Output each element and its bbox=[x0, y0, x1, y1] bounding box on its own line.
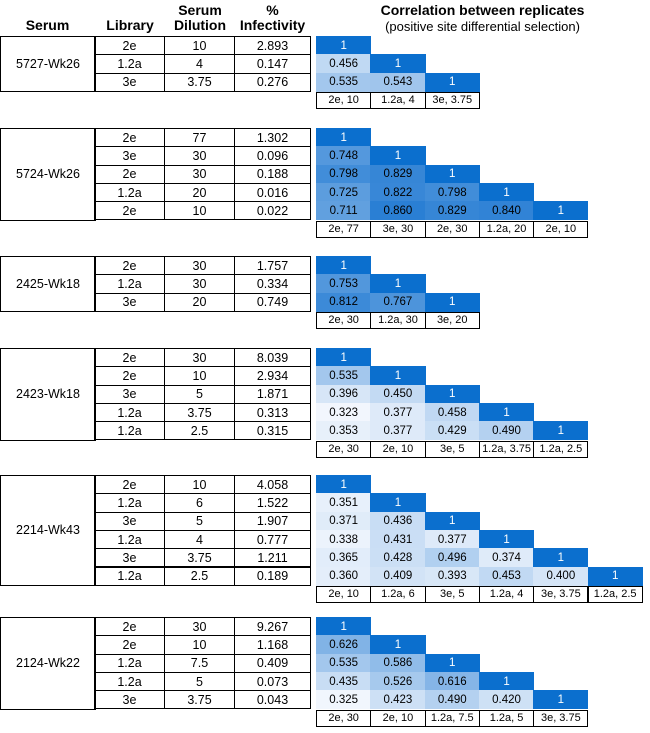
correlation-cell: 0.365 bbox=[316, 548, 371, 567]
dilution-cell: 30 bbox=[164, 146, 235, 165]
correlation-cell: 0.535 bbox=[316, 73, 371, 92]
correlation-cell: 0.377 bbox=[370, 403, 425, 422]
serum-name: 2425-Wk18 bbox=[0, 256, 96, 312]
correlation-cell: 0.371 bbox=[316, 512, 371, 531]
dilution-cell: 5 bbox=[164, 385, 235, 404]
infectivity-cell: 0.777 bbox=[234, 530, 311, 549]
infectivity-cell: 0.096 bbox=[234, 146, 311, 165]
replicate-label: 2e, 10 bbox=[316, 586, 371, 603]
dilution-cell: 10 bbox=[164, 201, 235, 220]
library-cell: 1.2a bbox=[94, 672, 165, 691]
infectivity-cell: 0.016 bbox=[234, 183, 311, 202]
correlation-cell: 0.829 bbox=[370, 165, 425, 184]
library-cell: 2e bbox=[94, 366, 165, 385]
correlation-cell: 0.431 bbox=[370, 530, 425, 549]
dilution-cell: 5 bbox=[164, 512, 235, 531]
correlation-cell: 0.436 bbox=[370, 512, 425, 531]
diagonal-cell: 1 bbox=[316, 617, 371, 636]
dilution-cell: 5 bbox=[164, 672, 235, 691]
infectivity-cell: 0.334 bbox=[234, 274, 311, 293]
library-cell: 1.2a bbox=[94, 403, 165, 422]
dilution-cell: 3.75 bbox=[164, 690, 235, 709]
infectivity-cell: 0.749 bbox=[234, 293, 311, 312]
correlation-cell: 0.753 bbox=[316, 274, 371, 293]
library-cell: 1.2a bbox=[94, 274, 165, 293]
correlation-cell: 0.377 bbox=[370, 421, 425, 440]
replicate-label: 1.2a, 20 bbox=[479, 221, 534, 238]
correlation-cell: 0.456 bbox=[316, 54, 371, 73]
diagonal-cell: 1 bbox=[588, 567, 643, 586]
replicate-label: 3e, 5 bbox=[425, 441, 480, 458]
dilution-cell: 30 bbox=[164, 348, 235, 367]
replicate-label: 3e, 3.75 bbox=[533, 586, 588, 603]
correlation-cell: 0.325 bbox=[316, 690, 371, 709]
diagonal-cell: 1 bbox=[533, 690, 588, 709]
correlation-cell: 0.409 bbox=[370, 567, 425, 586]
correlation-cell: 0.535 bbox=[316, 366, 371, 385]
infectivity-cell: 1.757 bbox=[234, 256, 311, 275]
serum-name: 2124-Wk22 bbox=[0, 617, 96, 710]
library-cell: 3e bbox=[94, 146, 165, 165]
dilution-cell: 3.75 bbox=[164, 548, 235, 567]
library-cell: 3e bbox=[94, 548, 165, 567]
library-cell: 1.2a bbox=[94, 654, 165, 673]
correlation-cell: 0.360 bbox=[316, 567, 371, 586]
infectivity-cell: 1.211 bbox=[234, 548, 311, 567]
replicate-label: 2e, 10 bbox=[316, 92, 371, 109]
dilution-cell: 6 bbox=[164, 493, 235, 512]
replicate-label: 3e, 3.75 bbox=[425, 92, 480, 109]
replicate-label: 3e, 3.75 bbox=[533, 710, 588, 727]
diagonal-cell: 1 bbox=[370, 493, 425, 512]
infectivity-cell: 0.188 bbox=[234, 165, 311, 184]
library-cell: 3e bbox=[94, 690, 165, 709]
infectivity-cell: 1.871 bbox=[234, 385, 311, 404]
infectivity-cell: 0.276 bbox=[234, 73, 311, 92]
dilution-cell: 10 bbox=[164, 36, 235, 55]
infectivity-cell: 0.189 bbox=[234, 567, 311, 586]
dilution-cell: 10 bbox=[164, 366, 235, 385]
replicate-label: 1.2a, 2.5 bbox=[533, 441, 588, 458]
library-cell: 1.2a bbox=[94, 530, 165, 549]
dilution-cell: 30 bbox=[164, 274, 235, 293]
library-cell: 2e bbox=[94, 617, 165, 636]
header-library: Library bbox=[106, 17, 154, 33]
library-cell: 2e bbox=[94, 348, 165, 367]
replicate-label: 1.2a, 30 bbox=[370, 312, 425, 329]
correlation-cell: 0.400 bbox=[533, 567, 588, 586]
correlation-cell: 0.323 bbox=[316, 403, 371, 422]
header-infectivity-line2: Infectivity bbox=[239, 17, 306, 33]
infectivity-cell: 0.073 bbox=[234, 672, 311, 691]
correlation-cell: 0.496 bbox=[425, 548, 480, 567]
dilution-cell: 30 bbox=[164, 256, 235, 275]
library-cell: 3e bbox=[94, 73, 165, 92]
dilution-cell: 2.5 bbox=[164, 421, 235, 440]
diagonal-cell: 1 bbox=[316, 128, 371, 147]
dilution-cell: 10 bbox=[164, 475, 235, 494]
infectivity-cell: 1.168 bbox=[234, 635, 311, 654]
serum-name: 2214-Wk43 bbox=[0, 475, 96, 586]
diagonal-cell: 1 bbox=[425, 654, 480, 673]
serum-name: 5724-Wk26 bbox=[0, 128, 96, 221]
infectivity-cell: 1.907 bbox=[234, 512, 311, 531]
diagonal-cell: 1 bbox=[479, 403, 534, 422]
correlation-cell: 0.586 bbox=[370, 654, 425, 673]
diagonal-cell: 1 bbox=[479, 183, 534, 202]
correlation-cell: 0.490 bbox=[479, 421, 534, 440]
replicate-label: 2e, 10 bbox=[370, 710, 425, 727]
correlation-cell: 0.798 bbox=[316, 165, 371, 184]
diagonal-cell: 1 bbox=[425, 293, 480, 312]
correlation-cell: 0.840 bbox=[479, 201, 534, 220]
diagonal-cell: 1 bbox=[425, 73, 480, 92]
diagonal-cell: 1 bbox=[425, 385, 480, 404]
infectivity-cell: 0.409 bbox=[234, 654, 311, 673]
infectivity-cell: 1.302 bbox=[234, 128, 311, 147]
header-infectivity-line1: % bbox=[266, 2, 279, 18]
correlation-cell: 0.458 bbox=[425, 403, 480, 422]
library-cell: 3e bbox=[94, 512, 165, 531]
serum-name: 2423-Wk18 bbox=[0, 348, 96, 441]
replicate-label: 2e, 77 bbox=[316, 221, 371, 238]
replicate-label: 1.2a, 4 bbox=[479, 586, 534, 603]
correlation-cell: 0.435 bbox=[316, 672, 371, 691]
correlation-cell: 0.428 bbox=[370, 548, 425, 567]
correlation-cell: 0.748 bbox=[316, 146, 371, 165]
replicate-label: 1.2a, 2.5 bbox=[588, 586, 643, 603]
infectivity-cell: 0.043 bbox=[234, 690, 311, 709]
correlation-cell: 0.450 bbox=[370, 385, 425, 404]
library-cell: 1.2a bbox=[94, 54, 165, 73]
infectivity-cell: 2.934 bbox=[234, 366, 311, 385]
diagonal-cell: 1 bbox=[370, 274, 425, 293]
dilution-cell: 30 bbox=[164, 617, 235, 636]
diagonal-cell: 1 bbox=[425, 165, 480, 184]
library-cell: 2e bbox=[94, 201, 165, 220]
diagonal-cell: 1 bbox=[370, 146, 425, 165]
library-cell: 2e bbox=[94, 128, 165, 147]
correlation-cell: 0.377 bbox=[425, 530, 480, 549]
dilution-cell: 4 bbox=[164, 54, 235, 73]
correlation-cell: 0.423 bbox=[370, 690, 425, 709]
serum-name: 5727-Wk26 bbox=[0, 36, 96, 92]
infectivity-cell: 0.315 bbox=[234, 421, 311, 440]
library-cell: 1.2a bbox=[94, 567, 165, 586]
replicate-label: 1.2a, 5 bbox=[479, 710, 534, 727]
library-cell: 2e bbox=[94, 475, 165, 494]
correlation-cell: 0.543 bbox=[370, 73, 425, 92]
correlation-cell: 0.374 bbox=[479, 548, 534, 567]
replicate-label: 3e, 30 bbox=[370, 221, 425, 238]
correlation-cell: 0.829 bbox=[425, 201, 480, 220]
dilution-cell: 20 bbox=[164, 293, 235, 312]
library-cell: 1.2a bbox=[94, 493, 165, 512]
replicate-label: 1.2a, 7.5 bbox=[425, 710, 480, 727]
replicate-label: 2e, 30 bbox=[425, 221, 480, 238]
correlation-cell: 0.396 bbox=[316, 385, 371, 404]
diagonal-cell: 1 bbox=[370, 366, 425, 385]
diagonal-cell: 1 bbox=[370, 54, 425, 73]
replicate-label: 3e, 5 bbox=[425, 586, 480, 603]
header-serum: Serum bbox=[25, 17, 70, 33]
infectivity-cell: 9.267 bbox=[234, 617, 311, 636]
infectivity-cell: 0.313 bbox=[234, 403, 311, 422]
correlation-cell: 0.616 bbox=[425, 672, 480, 691]
diagonal-cell: 1 bbox=[533, 421, 588, 440]
library-cell: 1.2a bbox=[94, 183, 165, 202]
correlation-cell: 0.338 bbox=[316, 530, 371, 549]
correlation-cell: 0.798 bbox=[425, 183, 480, 202]
library-cell: 3e bbox=[94, 293, 165, 312]
correlation-cell: 0.420 bbox=[479, 690, 534, 709]
correlation-cell: 0.711 bbox=[316, 201, 371, 220]
correlation-cell: 0.526 bbox=[370, 672, 425, 691]
correlation-subtitle: (positive site differential selection) bbox=[385, 19, 580, 34]
replicate-label: 2e, 30 bbox=[316, 710, 371, 727]
diagonal-cell: 1 bbox=[533, 548, 588, 567]
dilution-cell: 2.5 bbox=[164, 567, 235, 586]
correlation-cell: 0.429 bbox=[425, 421, 480, 440]
correlation-cell: 0.535 bbox=[316, 654, 371, 673]
correlation-cell: 0.626 bbox=[316, 635, 371, 654]
library-cell: 2e bbox=[94, 635, 165, 654]
infectivity-cell: 1.522 bbox=[234, 493, 311, 512]
library-cell: 1.2a bbox=[94, 421, 165, 440]
library-cell: 3e bbox=[94, 385, 165, 404]
library-cell: 2e bbox=[94, 256, 165, 275]
correlation-cell: 0.860 bbox=[370, 201, 425, 220]
correlation-cell: 0.767 bbox=[370, 293, 425, 312]
diagonal-cell: 1 bbox=[316, 348, 371, 367]
diagonal-cell: 1 bbox=[370, 635, 425, 654]
dilution-cell: 30 bbox=[164, 165, 235, 184]
header-dilution-line1: Serum bbox=[178, 2, 222, 18]
correlation-cell: 0.812 bbox=[316, 293, 371, 312]
dilution-cell: 77 bbox=[164, 128, 235, 147]
correlation-cell: 0.453 bbox=[479, 567, 534, 586]
replicate-label: 2e, 30 bbox=[316, 441, 371, 458]
diagonal-cell: 1 bbox=[479, 672, 534, 691]
correlation-title: Correlation between replicates bbox=[380, 2, 585, 18]
dilution-cell: 20 bbox=[164, 183, 235, 202]
diagonal-cell: 1 bbox=[479, 530, 534, 549]
diagonal-cell: 1 bbox=[425, 512, 480, 531]
infectivity-cell: 2.893 bbox=[234, 36, 311, 55]
header-dilution-line2: Dilution bbox=[173, 17, 227, 33]
library-cell: 2e bbox=[94, 36, 165, 55]
replicate-label: 2e, 10 bbox=[370, 441, 425, 458]
dilution-cell: 3.75 bbox=[164, 403, 235, 422]
dilution-cell: 10 bbox=[164, 635, 235, 654]
dilution-cell: 4 bbox=[164, 530, 235, 549]
replicate-label: 1.2a, 4 bbox=[370, 92, 425, 109]
diagonal-cell: 1 bbox=[316, 36, 371, 55]
correlation-cell: 0.353 bbox=[316, 421, 371, 440]
replicate-label: 1.2a, 6 bbox=[370, 586, 425, 603]
replicate-label: 2e, 10 bbox=[533, 221, 588, 238]
infectivity-cell: 4.058 bbox=[234, 475, 311, 494]
replicate-label: 2e, 30 bbox=[316, 312, 371, 329]
dilution-cell: 3.75 bbox=[164, 73, 235, 92]
replicate-label: 1.2a, 3.75 bbox=[479, 441, 534, 458]
correlation-cell: 0.393 bbox=[425, 567, 480, 586]
correlation-cell: 0.490 bbox=[425, 690, 480, 709]
diagonal-cell: 1 bbox=[316, 256, 371, 275]
diagonal-cell: 1 bbox=[533, 201, 588, 220]
correlation-cell: 0.822 bbox=[370, 183, 425, 202]
infectivity-cell: 8.039 bbox=[234, 348, 311, 367]
dilution-cell: 7.5 bbox=[164, 654, 235, 673]
infectivity-cell: 0.147 bbox=[234, 54, 311, 73]
diagonal-cell: 1 bbox=[316, 475, 371, 494]
correlation-cell: 0.351 bbox=[316, 493, 371, 512]
infectivity-cell: 0.022 bbox=[234, 201, 311, 220]
library-cell: 2e bbox=[94, 165, 165, 184]
replicate-label: 3e, 20 bbox=[425, 312, 480, 329]
correlation-cell: 0.725 bbox=[316, 183, 371, 202]
